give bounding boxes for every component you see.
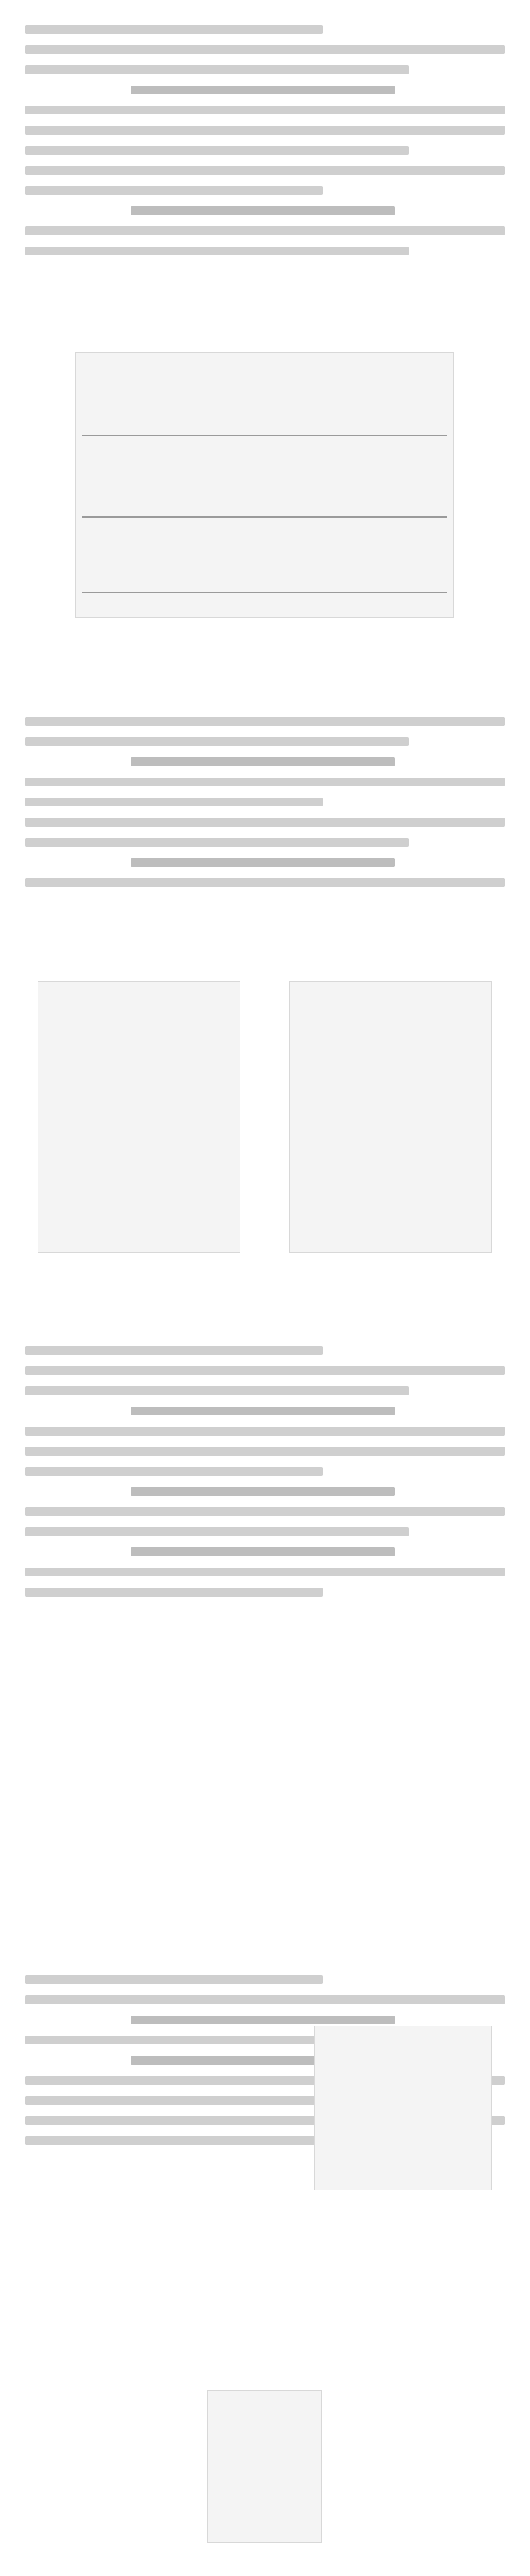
text-line [25,1527,409,1536]
text-line [25,1346,323,1355]
document-page-4 [0,1950,530,2576]
text-line [25,1568,505,1576]
text-line [25,1975,323,1984]
text-line [25,65,409,74]
equation-line [131,2016,395,2024]
text-line [25,1507,505,1516]
text-line [25,166,505,175]
text-line [25,25,323,34]
equation-line [131,1547,395,1556]
text-line [25,106,505,114]
text-line [25,1467,323,1476]
text-line [25,737,409,746]
text-line [25,778,505,786]
page-2-figure-right [289,981,492,1253]
equation-line [131,86,395,94]
equation-line [131,206,395,215]
document-page-1 [0,0,530,692]
text-line [25,878,505,887]
text-line [25,1366,505,1375]
text-line [25,1386,409,1395]
text-line [25,146,409,155]
page-2-figure-left [38,981,240,1253]
page-2-text-block [25,717,505,898]
text-line [25,838,409,847]
text-line [25,126,505,135]
equation-line [131,858,395,867]
text-line [25,247,409,255]
equation-line [131,757,395,766]
page-1-text-block [25,25,505,267]
text-line [25,45,505,54]
equation-line [131,1407,395,1415]
text-line [25,1427,505,1436]
page-1-figure [75,352,454,618]
text-line [25,1588,323,1597]
page-4-figure-bottom [207,2390,322,2543]
equation-line [131,1487,395,1496]
page-3-text-block [25,1346,505,1608]
text-line [25,717,505,726]
text-line [25,1995,505,2004]
text-line [25,226,505,235]
document-page-2 [0,692,530,1321]
text-line [25,818,505,827]
text-line [25,1447,505,1456]
text-line [25,2096,323,2105]
text-line [25,798,323,806]
page-4-figure [314,2026,492,2190]
document-page-3 [0,1321,530,1950]
text-line [25,186,323,195]
